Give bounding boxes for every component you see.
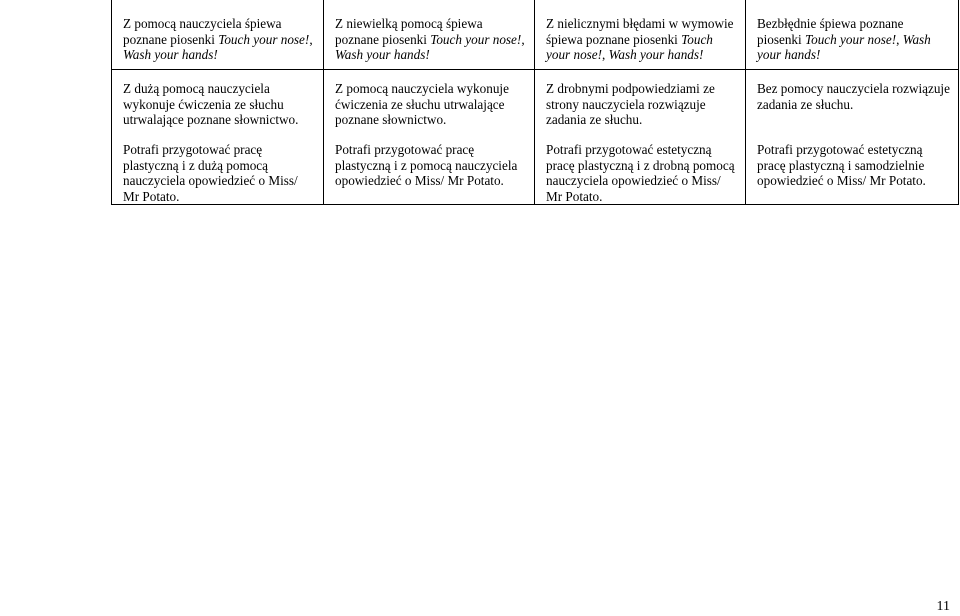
song-title: Wash your hands! <box>123 47 218 63</box>
song-title: Wash your hands! <box>335 47 430 63</box>
table-cell <box>112 0 324 70</box>
table-cell: Z dużą pomocą nauczyciela wykonuje ćwiczenia ze słuchu utrwalające poznane słownictwo. <box>112 70 324 132</box>
table-cell: Potrafi przygotować pracę plastyczną i z dużą pomocą nauczyciela opowiedzieć o Miss/ Mr Potato. <box>112 131 324 205</box>
table-row-listening <box>112 70 959 132</box>
song-title: Wash your hands! <box>608 47 704 63</box>
table-cell: Z pomocą nauczyciela wykonuje ćwiczenia ze słuchu utrwalające poznane słownictwo. <box>324 70 535 132</box>
table-row-art <box>112 131 959 205</box>
cell-text: Bezbłędnie śpiewa poznane piosenki <box>757 16 904 47</box>
table-cell <box>746 0 959 70</box>
cell-text: , <box>896 31 903 47</box>
song-title: Touch your nose! <box>218 31 310 47</box>
song-title: Touch your nose! <box>546 31 713 63</box>
table-cell: Potrafi przygotować estetyczną pracę plastyczną i samodzielnie opowiedzieć o Miss/ Mr Potato. <box>746 131 959 205</box>
cell-text: , <box>521 31 525 47</box>
song-title: Touch your nose! <box>430 31 522 47</box>
table-cell: Potrafi przygotować estetyczną pracę plastyczną i z drobną pomocą nauczyciela opowiedzieć o Miss/ Mr Potato. <box>535 131 746 205</box>
table-cell <box>535 0 746 70</box>
page-number: 11 <box>936 599 950 614</box>
assessment-criteria-table <box>111 0 959 205</box>
cell-text: , <box>309 31 313 47</box>
cell-text: Z pomocą nauczyciela śpiewa poznane piosenki <box>123 16 282 47</box>
table-cell: Z drobnymi podpowiedziami ze strony nauczyciela rozwiązuje zadania ze słuchu. <box>535 70 746 132</box>
table-cell <box>324 0 535 70</box>
table-cell: Bez pomocy nauczyciela rozwiązuje zadania ze słuchu. <box>746 70 959 132</box>
cell-text: Z niewielką pomocą śpiewa poznane piosenki <box>335 16 483 47</box>
cell-text: , <box>602 47 609 63</box>
song-title: Wash your hands! <box>757 31 931 63</box>
table-cell: Potrafi przygotować pracę plastyczną i z pomocą nauczyciela opowiedzieć o Miss/ Mr Potato. <box>324 131 535 205</box>
song-title: Touch your nose! <box>805 31 897 47</box>
cell-text: Z nielicznymi błędami w wymowie śpiewa poznane piosenki <box>546 16 734 47</box>
table-row-singing <box>112 0 959 70</box>
